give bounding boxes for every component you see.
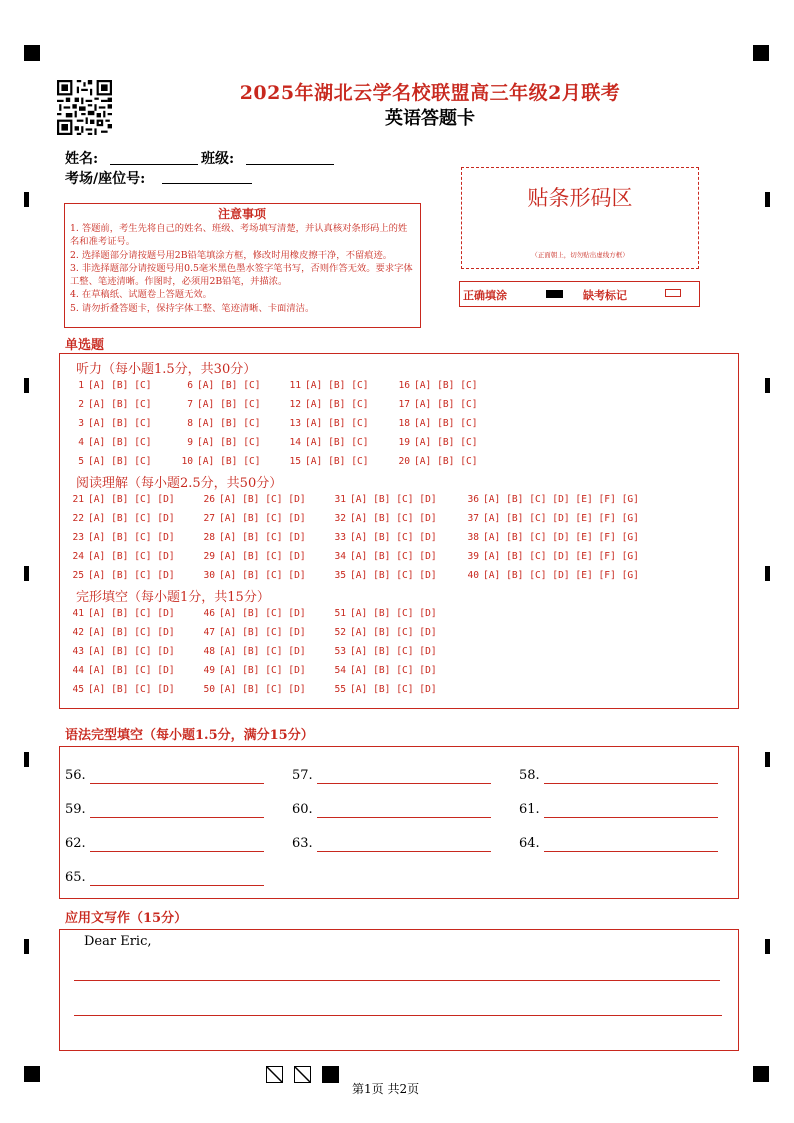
question-20[interactable] xyxy=(394,456,478,468)
answer-options[interactable]: [A] [B] [C] xyxy=(88,380,152,391)
grammar-title: 语法完型填空（每小题1.5分，满分15分） xyxy=(65,728,314,743)
timing-mark-left-2 xyxy=(24,378,29,393)
grammar-answer-line[interactable] xyxy=(317,851,491,852)
grammar-item-label: 63. xyxy=(292,836,313,851)
notice-item-1: 1. 答题前，考生先将自己的姓名、班级、考场填写清楚，并认真核对条形码上的姓名和准考证号。 xyxy=(70,223,408,248)
notice-box xyxy=(64,203,421,328)
alignment-mark-bottom-right xyxy=(753,1066,769,1082)
question-number: 6 xyxy=(187,380,193,391)
answer-options[interactable]: [A] [B] [C] xyxy=(197,418,261,429)
question-46[interactable] xyxy=(199,608,306,620)
page-check-mark-filled xyxy=(322,1066,339,1083)
question-50[interactable] xyxy=(199,684,306,696)
question-51[interactable] xyxy=(330,608,437,620)
answer-options[interactable]: [A] [B] [C] [D] xyxy=(219,494,306,505)
question-number: 39 xyxy=(467,551,479,562)
answer-options[interactable]: [A] [B] [C] xyxy=(414,456,478,467)
grammar-answer-line[interactable] xyxy=(317,817,491,818)
answer-options[interactable]: [A] [B] [C] xyxy=(414,418,478,429)
answer-options[interactable]: [A] [B] [C] [D] xyxy=(88,627,175,638)
notice-title: 注意事项 xyxy=(217,207,266,221)
question-32[interactable] xyxy=(330,513,437,525)
answer-options[interactable]: [A] [B] [C] xyxy=(88,437,152,448)
grammar-item-label: 56. xyxy=(65,768,86,783)
question-54[interactable] xyxy=(330,665,437,677)
question-33[interactable] xyxy=(330,532,437,544)
answer-options[interactable]: [A] [B] [C] xyxy=(414,399,478,410)
absent-mark-box[interactable] xyxy=(665,289,681,297)
answer-options[interactable]: [A] [B] [C] [D] xyxy=(88,494,175,505)
question-number: 40 xyxy=(467,570,479,581)
question-21[interactable] xyxy=(68,494,175,506)
question-10[interactable] xyxy=(177,456,261,468)
grammar-item-label: 57. xyxy=(292,768,313,783)
answer-options[interactable]: [A] [B] [C] xyxy=(305,380,369,391)
question-number: 43 xyxy=(72,646,84,657)
question-number: 54 xyxy=(334,665,346,676)
question-25[interactable] xyxy=(68,570,175,582)
question-17[interactable] xyxy=(394,399,478,411)
grammar-item-label: 65. xyxy=(65,870,86,885)
question-36[interactable] xyxy=(463,494,639,506)
answer-options[interactable]: [A] [B] [C] [D] xyxy=(88,570,175,581)
notice-item-4: 4. 在草稿纸、试题卷上答题无效。 xyxy=(70,289,212,301)
question-13[interactable] xyxy=(285,418,369,430)
question-16[interactable] xyxy=(394,380,478,392)
page-check-box-2 xyxy=(294,1066,311,1083)
timing-mark-left-5 xyxy=(24,939,29,954)
absent-mark-label: 缺考标记 xyxy=(583,289,627,302)
timing-mark-left-3 xyxy=(24,566,29,581)
grammar-answer-line[interactable] xyxy=(90,851,264,852)
question-7[interactable] xyxy=(177,399,261,411)
question-number: 49 xyxy=(203,665,215,676)
question-number: 33 xyxy=(334,532,346,543)
answer-options[interactable]: [A] [B] [C] [D] xyxy=(350,684,437,695)
question-47[interactable] xyxy=(199,627,306,639)
question-11[interactable] xyxy=(285,380,369,392)
question-34[interactable] xyxy=(330,551,437,563)
answer-options[interactable]: [A] [B] [C] xyxy=(305,437,369,448)
answer-options[interactable]: [A] [B] [C] [D] xyxy=(219,532,306,543)
question-26[interactable] xyxy=(199,494,306,506)
question-number: 45 xyxy=(72,684,84,695)
question-31[interactable] xyxy=(330,494,437,506)
name-field[interactable] xyxy=(110,164,198,165)
question-52[interactable] xyxy=(330,627,437,639)
question-number: 34 xyxy=(334,551,346,562)
answer-options[interactable]: [A] [B] [C] [D] xyxy=(350,627,437,638)
writing-salutation: Dear Eric, xyxy=(84,934,152,949)
question-number: 42 xyxy=(72,627,84,638)
question-number: 35 xyxy=(334,570,346,581)
answer-options[interactable]: [A] [B] [C] [D] xyxy=(88,665,175,676)
question-number: 29 xyxy=(203,551,215,562)
answer-options[interactable]: [A] [B] [C] [D] xyxy=(219,551,306,562)
correct-fill-label: 正确填涂 xyxy=(463,289,507,302)
fill-legend xyxy=(459,281,700,307)
answer-options[interactable]: [A] [B] [C] [D] [E] [F] [G] xyxy=(483,532,639,543)
question-number: 41 xyxy=(72,608,84,619)
question-9[interactable] xyxy=(177,437,261,449)
question-number: 28 xyxy=(203,532,215,543)
grammar-item-label: 62. xyxy=(65,836,86,851)
question-number: 26 xyxy=(203,494,215,505)
question-19[interactable] xyxy=(394,437,478,449)
writing-title: 应用文写作（15分） xyxy=(65,911,188,926)
grammar-answer-line[interactable] xyxy=(90,885,264,886)
question-number: 46 xyxy=(203,608,215,619)
class-field[interactable] xyxy=(246,164,334,165)
answer-options[interactable]: [A] [B] [C] xyxy=(88,418,152,429)
question-number: 31 xyxy=(334,494,346,505)
grammar-item-label: 64. xyxy=(519,836,540,851)
answer-options[interactable]: [A] [B] [C] [D] xyxy=(350,608,437,619)
grammar-answer-line[interactable] xyxy=(544,783,718,784)
question-18[interactable] xyxy=(394,418,478,430)
question-14[interactable] xyxy=(285,437,369,449)
page-number: 第1页 共2页 xyxy=(352,1082,420,1096)
question-number: 38 xyxy=(467,532,479,543)
answer-options[interactable]: [A] [B] [C] [D] [E] [F] [G] xyxy=(483,494,639,505)
answer-options[interactable]: [A] [B] [C] [D] xyxy=(350,646,437,657)
question-number: 21 xyxy=(72,494,84,505)
grammar-answer-line[interactable] xyxy=(90,817,264,818)
question-48[interactable] xyxy=(199,646,306,658)
seat-field[interactable] xyxy=(162,183,252,184)
answer-options[interactable]: [A] [B] [C] xyxy=(197,437,261,448)
answer-options[interactable]: [A] [B] [C] [D] [E] [F] [G] xyxy=(483,513,639,524)
question-number: 48 xyxy=(203,646,215,657)
answer-options[interactable]: [A] [B] [C] [D] xyxy=(350,494,437,505)
answer-options[interactable]: [A] [B] [C] [D] xyxy=(219,646,306,657)
question-39[interactable] xyxy=(463,551,639,563)
answer-options[interactable]: [A] [B] [C] [D] xyxy=(219,570,306,581)
answer-options[interactable]: [A] [B] [C] [D] xyxy=(88,551,175,562)
timing-mark-right-1 xyxy=(765,192,770,207)
alignment-mark-bottom-left xyxy=(24,1066,40,1082)
question-23[interactable] xyxy=(68,532,175,544)
answer-options[interactable]: [A] [B] [C] [D] xyxy=(88,513,175,524)
seat-label: 考场/座位号: xyxy=(65,171,146,187)
slash-icon xyxy=(267,1067,283,1083)
question-number: 44 xyxy=(72,665,84,676)
grammar-item-label: 58. xyxy=(519,768,540,783)
grammar-item-label: 59. xyxy=(65,802,86,817)
question-53[interactable] xyxy=(330,646,437,658)
answer-options[interactable]: [A] [B] [C] [D] [E] [F] [G] xyxy=(483,570,639,581)
question-number: 10 xyxy=(181,456,193,467)
question-12[interactable] xyxy=(285,399,369,411)
alignment-mark-top-left xyxy=(24,45,40,61)
grammar-answer-line[interactable] xyxy=(544,851,718,852)
question-45[interactable] xyxy=(68,684,175,696)
question-22[interactable] xyxy=(68,513,175,525)
question-number: 2 xyxy=(78,399,84,410)
question-number: 24 xyxy=(72,551,84,562)
grammar-item-label: 61. xyxy=(519,802,540,817)
barcode-area[interactable] xyxy=(461,167,699,269)
timing-mark-right-4 xyxy=(765,752,770,767)
question-number: 17 xyxy=(398,399,410,410)
question-37[interactable] xyxy=(463,513,639,525)
question-1[interactable] xyxy=(68,380,152,392)
question-35[interactable] xyxy=(330,570,437,582)
question-number: 7 xyxy=(187,399,193,410)
question-number: 13 xyxy=(289,418,301,429)
answer-options[interactable]: [A] [B] [C] xyxy=(197,380,261,391)
grammar-item-label: 60. xyxy=(292,802,313,817)
question-5[interactable] xyxy=(68,456,152,468)
writing-frame xyxy=(59,929,739,1051)
question-3[interactable] xyxy=(68,418,152,430)
answer-options[interactable]: [A] [B] [C] xyxy=(414,380,478,391)
answer-options[interactable]: [A] [B] [C] xyxy=(88,399,152,410)
reading-title: 阅读理解（每小题2.5分，共50分） xyxy=(76,476,283,491)
cloze-title: 完形填空（每小题1分，共15分） xyxy=(76,590,270,605)
question-number: 16 xyxy=(398,380,410,391)
question-44[interactable] xyxy=(68,665,175,677)
question-number: 8 xyxy=(187,418,193,429)
question-2[interactable] xyxy=(68,399,152,411)
writing-line-2[interactable] xyxy=(74,1015,722,1016)
question-6[interactable] xyxy=(177,380,261,392)
answer-options[interactable]: [A] [B] [C] xyxy=(414,437,478,448)
question-number: 47 xyxy=(203,627,215,638)
slash-icon xyxy=(295,1067,311,1083)
question-number: 1 xyxy=(78,380,84,391)
answer-options[interactable]: [A] [B] [C] [D] xyxy=(219,665,306,676)
notice-item-3: 3. 非选择题部分请按题号用0.5毫米黑色墨水签字笔书写，否则作答无效。要求字体工整、笔迹清晰。作图时，必须用2B铅笔，并描浓。 xyxy=(70,262,413,288)
question-number: 50 xyxy=(203,684,215,695)
answer-options[interactable]: [A] [B] [C] [D] xyxy=(350,570,437,581)
grammar-answer-line[interactable] xyxy=(90,783,264,784)
question-number: 37 xyxy=(467,513,479,524)
name-label: 姓名: xyxy=(65,151,99,167)
question-number: 55 xyxy=(334,684,346,695)
question-38[interactable] xyxy=(463,532,639,544)
timing-mark-right-2 xyxy=(765,378,770,393)
answer-options[interactable]: [A] [B] [C] [D] xyxy=(88,532,175,543)
question-number: 23 xyxy=(72,532,84,543)
question-30[interactable] xyxy=(199,570,306,582)
question-15[interactable] xyxy=(285,456,369,468)
question-55[interactable] xyxy=(330,684,437,696)
answer-options[interactable]: [A] [B] [C] [D] xyxy=(88,684,175,695)
question-number: 20 xyxy=(398,456,410,467)
page-check-box-1 xyxy=(266,1066,283,1083)
answer-options[interactable]: [A] [B] [C] [D] xyxy=(219,608,306,619)
answer-options[interactable]: [A] [B] [C] [D] xyxy=(350,551,437,562)
answer-options[interactable]: [A] [B] [C] [D] xyxy=(219,684,306,695)
question-number: 32 xyxy=(334,513,346,524)
question-number: 18 xyxy=(398,418,410,429)
question-number: 51 xyxy=(334,608,346,619)
question-number: 15 xyxy=(289,456,301,467)
question-number: 19 xyxy=(398,437,410,448)
question-27[interactable] xyxy=(199,513,306,525)
answer-options[interactable]: [A] [B] [C] [D] xyxy=(350,665,437,676)
question-number: 11 xyxy=(289,380,301,391)
question-41[interactable] xyxy=(68,608,175,620)
question-number: 25 xyxy=(72,570,84,581)
timing-mark-left-4 xyxy=(24,752,29,767)
answer-options[interactable]: [A] [B] [C] [D] xyxy=(88,646,175,657)
question-number: 36 xyxy=(467,494,479,505)
answer-options[interactable]: [A] [B] [C] [D] xyxy=(350,532,437,543)
question-number: 52 xyxy=(334,627,346,638)
question-number: 53 xyxy=(334,646,346,657)
question-number: 22 xyxy=(72,513,84,524)
timing-mark-right-3 xyxy=(765,566,770,581)
question-43[interactable] xyxy=(68,646,175,658)
barcode-note: （正面朝上，切勿贴出虚线方框） xyxy=(531,251,629,259)
question-29[interactable] xyxy=(199,551,306,563)
answer-options[interactable]: [A] [B] [C] xyxy=(197,399,261,410)
question-24[interactable] xyxy=(68,551,175,563)
grammar-answer-line[interactable] xyxy=(544,817,718,818)
writing-line-1[interactable] xyxy=(74,980,720,981)
alignment-mark-top-right xyxy=(753,45,769,61)
answer-options[interactable]: [A] [B] [C] xyxy=(197,456,261,467)
exam-title: 2025年湖北云学名校联盟高三年级2月联考 xyxy=(239,82,621,104)
question-number: 9 xyxy=(187,437,193,448)
answer-options[interactable]: [A] [B] [C] xyxy=(305,456,369,467)
grammar-answer-line[interactable] xyxy=(317,783,491,784)
question-4[interactable] xyxy=(68,437,152,449)
question-40[interactable] xyxy=(463,570,639,582)
question-number: 5 xyxy=(78,456,84,467)
single-choice-title: 单选题 xyxy=(65,338,105,353)
question-49[interactable] xyxy=(199,665,306,677)
answer-options[interactable]: [A] [B] [C] [D] xyxy=(88,608,175,619)
question-number: 3 xyxy=(78,418,84,429)
answer-options[interactable]: [A] [B] [C] [D] xyxy=(219,627,306,638)
grammar-frame xyxy=(59,746,739,899)
answer-options[interactable]: [A] [B] [C] [D] xyxy=(350,513,437,524)
listening-title: 听力（每小题1.5分，共30分） xyxy=(76,362,257,377)
question-number: 14 xyxy=(289,437,301,448)
exam-subtitle: 英语答题卡 xyxy=(385,108,475,129)
question-number: 4 xyxy=(78,437,84,448)
class-label: 班级: xyxy=(201,151,235,167)
answer-options[interactable]: [A] [B] [C] xyxy=(88,456,152,467)
question-28[interactable] xyxy=(199,532,306,544)
answer-options[interactable]: [A] [B] [C] [D] [E] [F] [G] xyxy=(483,551,639,562)
answer-options[interactable]: [A] [B] [C] [D] xyxy=(219,513,306,524)
barcode-title: 贴条形码区 xyxy=(527,186,633,210)
question-number: 27 xyxy=(203,513,215,524)
question-number: 30 xyxy=(203,570,215,581)
timing-mark-left-1 xyxy=(24,192,29,207)
answer-options[interactable]: [A] [B] [C] xyxy=(305,399,369,410)
correct-fill-sample xyxy=(546,290,563,298)
notice-item-2: 2. 选择题部分请按题号用2B铅笔填涂方框，修改时用橡皮擦干净，不留痕迹。 xyxy=(70,249,393,261)
timing-mark-right-5 xyxy=(765,939,770,954)
question-42[interactable] xyxy=(68,627,175,639)
notice-item-5: 5. 请勿折叠答题卡，保持字体工整、笔迹清晰、卡面清洁。 xyxy=(70,302,315,314)
question-number: 12 xyxy=(289,399,301,410)
answer-options[interactable]: [A] [B] [C] xyxy=(305,418,369,429)
question-8[interactable] xyxy=(177,418,261,430)
